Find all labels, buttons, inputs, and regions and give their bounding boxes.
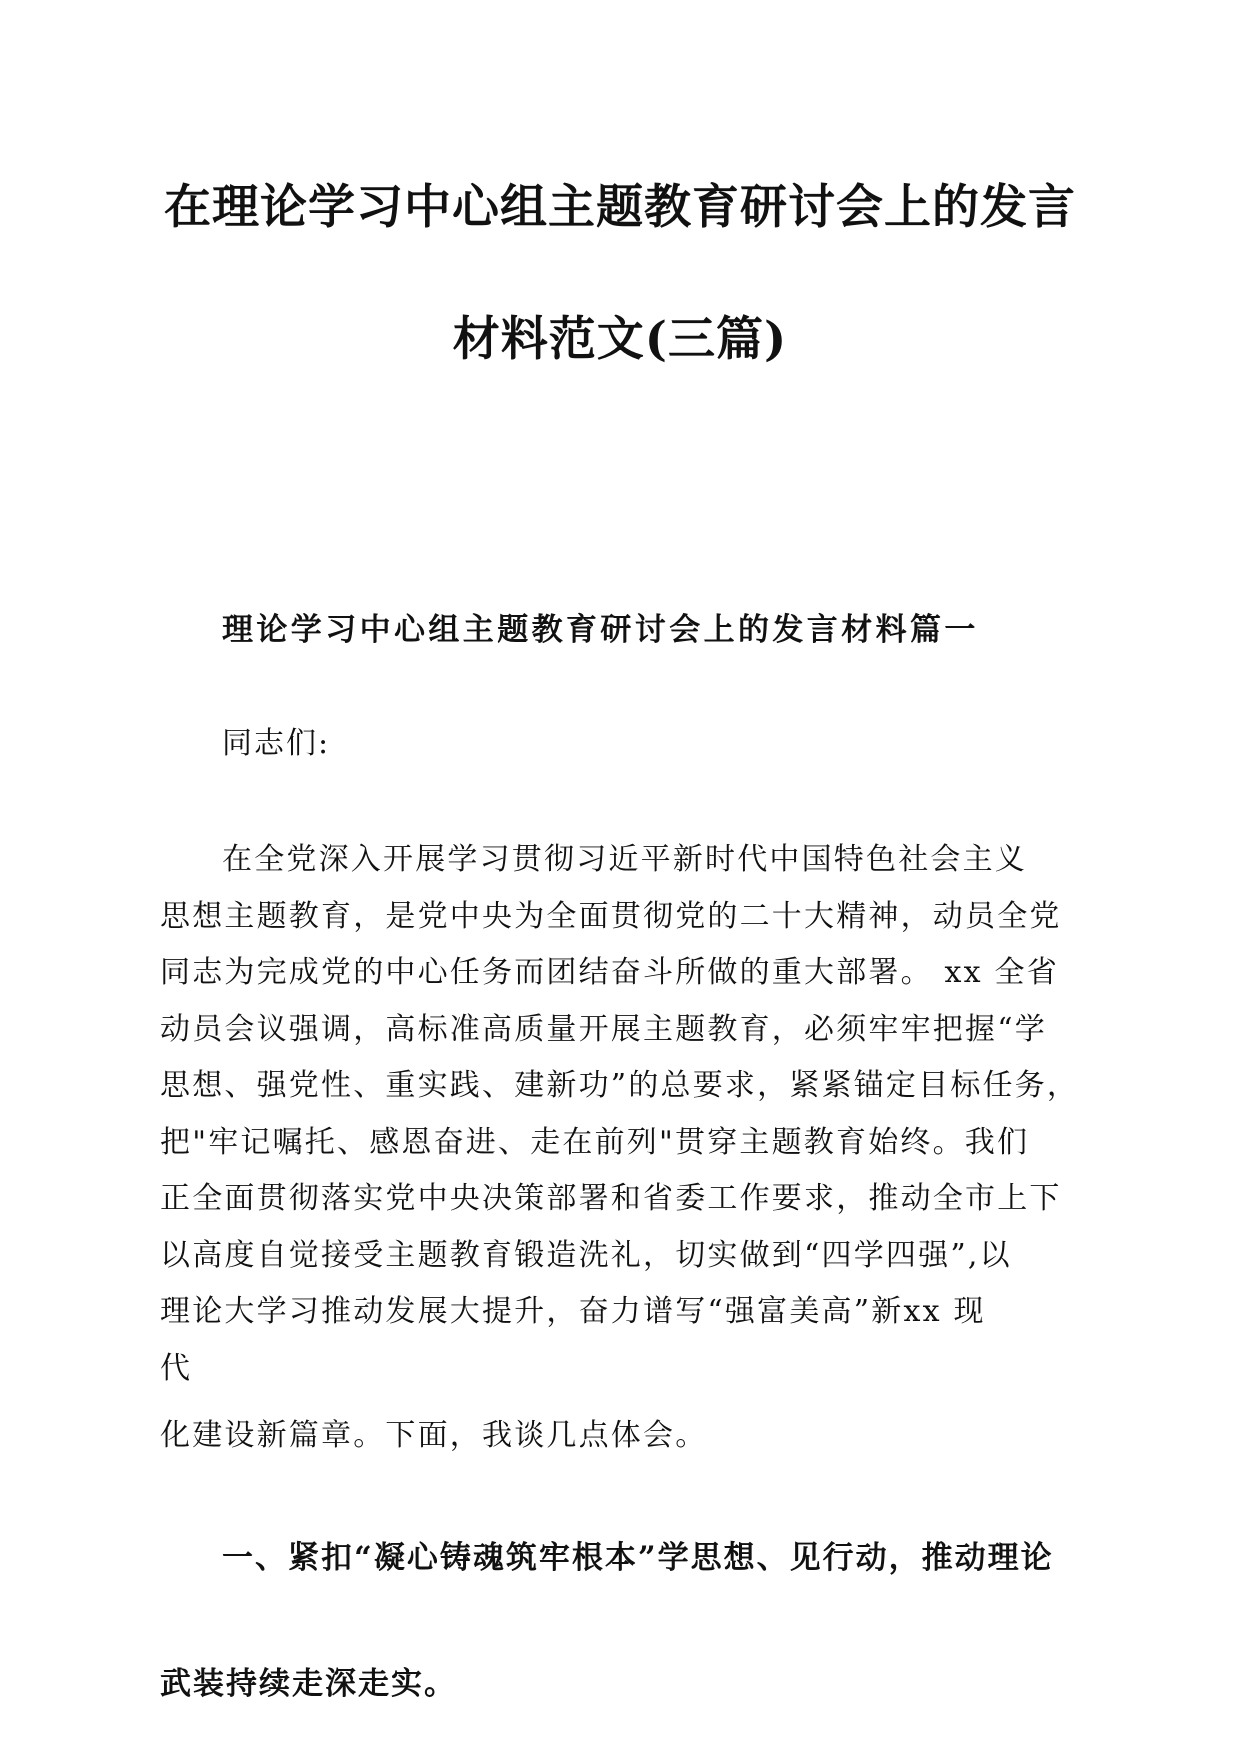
document-title-line2: 材料范文(三篇)	[452, 312, 788, 367]
paragraph-line: 代	[160, 1350, 193, 1386]
document-title-line1: 在理论学习中心组主题教育研讨会上的发言	[164, 180, 1076, 235]
paragraph-line: 正全面贯彻落实党中央决策部署和省委工作要求，推动全市上下	[160, 1181, 1062, 1216]
subheading-line1: 一、紧扣“凝心铸魂筑牢根本”学思想、见行动，推动理论	[222, 1540, 1054, 1576]
paragraph-line: 动员会议强调，高标准高质量开展主题教育，必须牢牢把握“学	[160, 1011, 1047, 1047]
subheading-line2: 武装持续走深走实。	[160, 1666, 457, 1702]
paragraph-line: 把"牢记嘱托、感恩奋进、走在前列"贯穿主题教育始终。我们	[160, 1124, 1030, 1160]
paragraph-line: 思想主题教育，是党中央为全面贯彻党的二十大精神，动员全党	[160, 898, 1062, 934]
paragraph-line: 同志为完成党的中心任务而团结奋斗所做的重大部署。 xx 全省	[160, 955, 1059, 990]
body-paragraph-2: 化建设新篇章。下面，我谈几点体会。	[160, 1418, 708, 1453]
salutation: 同志们:	[222, 726, 331, 761]
paragraph-line: 思想、强党性、重实践、建新功”的总要求，紧紧锚定目标任务，	[160, 1068, 1080, 1103]
body-paragraph-1	[160, 832, 1080, 1397]
paragraph-line: 以高度自觉接受主题教育锻造洗礼，切实做到“四学四强”,以	[160, 1237, 1012, 1273]
paragraph-line: 在全党深入开展学习贯彻习近平新时代中国特色社会主义	[222, 842, 1027, 877]
section-heading: 理论学习中心组主题教育研讨会上的发言材料篇一	[222, 612, 979, 648]
paragraph-line: 理论大学习推动发展大提升，奋力谱写“强富美高”新xx 现	[160, 1294, 986, 1329]
